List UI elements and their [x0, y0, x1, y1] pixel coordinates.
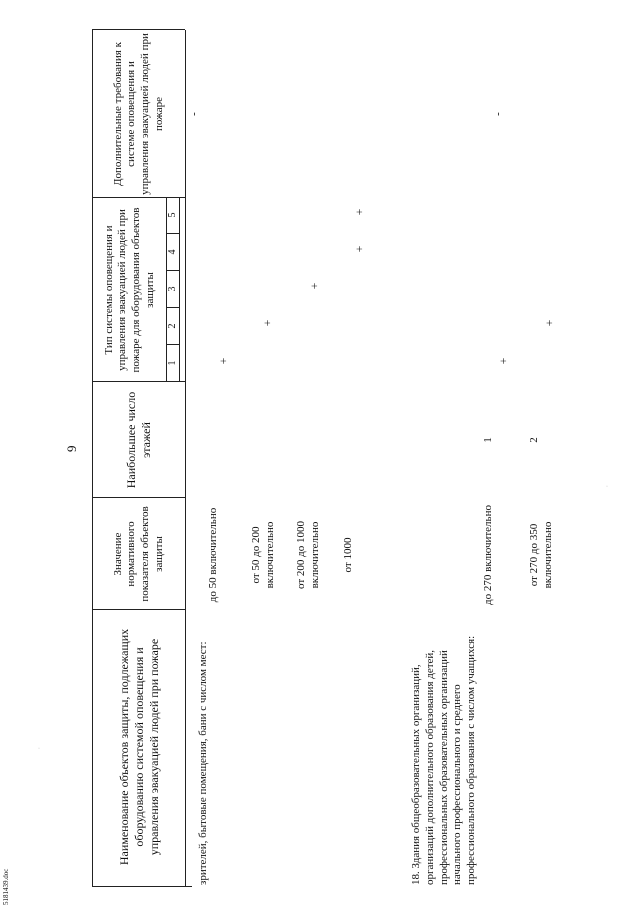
subcol-separator [166, 233, 179, 234]
subcol-5: 5 [167, 212, 178, 218]
header-normative-value: Значение нормативного показателя объектов защиты [111, 506, 165, 602]
row-name: 18. Здания общеобразовательных организаций, организаций дополнительного образования детей, профессиональных образовательных организаций начального профессионального и среднего профессионального образования с числом учащихся: [410, 635, 477, 885]
table-right-border [92, 29, 185, 30]
scan-speck: · [606, 484, 608, 490]
row-floors: 1 [482, 437, 494, 443]
row-floors: 2 [528, 437, 540, 443]
col-separator [92, 609, 185, 610]
row-name: зрителей, бытовые помещения, бани с числом мест: [197, 641, 209, 885]
row-mark: + [496, 357, 510, 365]
row-value: от 200 до 1000 включительно [295, 521, 321, 590]
data-table [92, 30, 632, 887]
col-separator [92, 497, 185, 498]
row-mark: + [542, 319, 556, 327]
scan-speck: · [38, 746, 40, 752]
subcol-2: 2 [167, 323, 178, 329]
page-number: 9 [64, 445, 79, 452]
row-value: до 270 включительно [482, 505, 494, 605]
document-code: 5181439.doc [2, 868, 10, 905]
table-top-border [92, 30, 93, 887]
table-left-border [92, 886, 192, 887]
header-object-name: Наименование объектов защиты, подлежащих оборудованию системой оповещения и управления эвакуацией людей при пожаре [116, 628, 161, 866]
row-value: до 50 включительно [207, 507, 219, 603]
header-system-type: Тип системы оповещения и управления эвакуацией людей при пожаре для оборудования объектов защиты [102, 207, 156, 373]
header-extra-requirements: Дополнительные требования к системе оповещения и управления эвакуацией людей при пожаре [111, 33, 165, 195]
header-max-floors: Наибольшее число этажей [124, 391, 153, 489]
row-mark: + [352, 208, 366, 216]
header-divider [185, 30, 186, 887]
row-value: от 1000 [342, 537, 354, 573]
col-separator [92, 381, 185, 382]
row-mark: + [260, 319, 274, 327]
subcol-separator [166, 344, 179, 345]
row-mark: + [307, 282, 321, 290]
row-value: от 50 до 200 включительно [250, 521, 276, 589]
col-separator [92, 197, 185, 198]
subcol-separator [166, 307, 179, 308]
subcol-1: 1 [167, 360, 178, 366]
subcol-separator [166, 270, 179, 271]
row-mark: + [352, 245, 366, 253]
row-mark: + [216, 357, 230, 365]
row-extra: - [188, 112, 200, 116]
subcol-4: 4 [167, 249, 178, 255]
row-value: от 270 до 350 включительно [528, 521, 554, 589]
subcol-3: 3 [167, 286, 178, 292]
row-extra: - [492, 112, 504, 116]
